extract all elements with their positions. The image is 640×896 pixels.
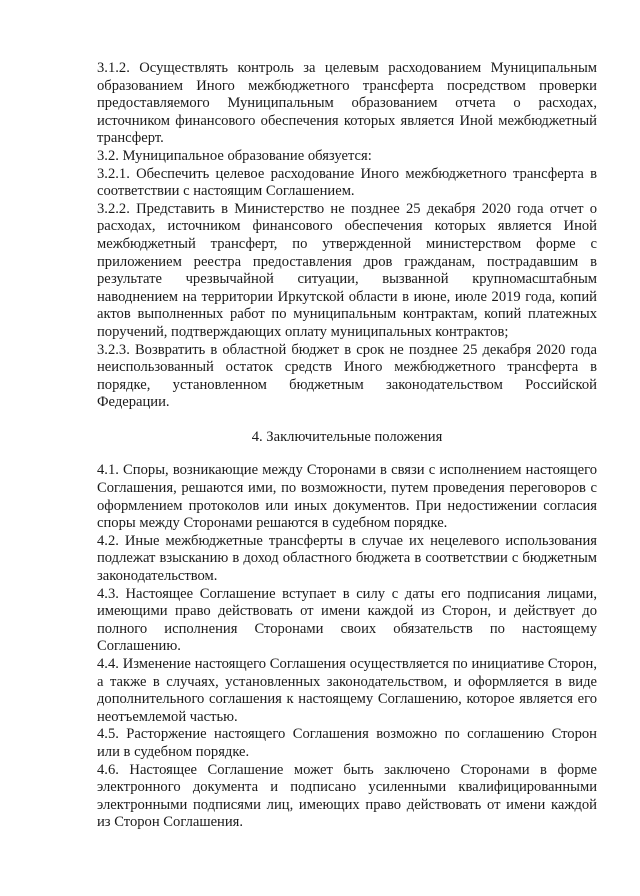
paragraph-3-2: 3.2. Муниципальное образование обязуется:: [97, 147, 372, 164]
paragraph-4-6: 4.6. Настоящее Соглашение может быть заключено Сторонами в форме электронного документа и подписано усиленными квалифицированными электронными подписями лиц, имеющих право действовать от имени каждой из Сторон Соглашения.: [97, 761, 597, 831]
paragraph-4-5: 4.5. Расторжение настоящего Соглашения возможно по соглашению Сторон или в судебном порядке.: [97, 726, 597, 760]
paragraph-3-2-2: 3.2.2. Представить в Министерство не позднее 25 декабря 2020 года отчет о расходах, источником финансового обеспечения которых является Иной межбюджетный трансферт, по утвержденной министерством форме с приложением реестра предоставления дров гражданам, пострадавшим в результате чрезвычайной ситуации, вызванной крупномасштабным наводнением на территории Иркутской области в июне, июле 2019 года, копий актов выполненных работ по муниципальным контрактам, копий платежных поручений, подтверждающих оплату муниципальных контрактов;: [97, 200, 597, 340]
section-4-title: 4. Заключительные положения: [251, 428, 443, 445]
paragraph-3-1-2: 3.1.2. Осуществлять контроль за целевым расходованием Муниципальным образованием Иного межбюджетного трансферта посредством проверки предоставляемого Муниципальным образованием отчета о расходах, источником финансового обеспечения которых является Иной межбюджетный трансферт.: [97, 60, 597, 147]
paragraph-4-3: 4.3. Настоящее Соглашение вступает в силу с даты его подписания лицами, имеющими право действовать от имени каждой из Сторон, и действует до полного исполнения Сторонами своих обязательств по настоящему Соглашению.: [97, 585, 597, 655]
paragraph-3-2-3: 3.2.3. Возвратить в областной бюджет в срок не позднее 25 декабря 2020 года неиспользованный остаток средств Иного межбюджетного трансферта в порядке, установленном бюджетным законодательством Российской Федерации.: [97, 341, 597, 411]
paragraph-4-2: 4.2. Иные межбюджетные трансферты в случае их нецелевого использования подлежат взысканию в доход областного бюджета в соответствии с бюджетным законодательством.: [97, 532, 597, 585]
paragraph-3-2-1: 3.2.1. Обеспечить целевое расходование Иного межбюджетного трансферта в соответствии с настоящим Соглашением.: [97, 165, 597, 200]
paragraph-4-4: 4.4. Изменение настоящего Соглашения осуществляется по инициативе Сторон, а также в случаях, установленных законодательством, и оформляется в виде дополнительного соглашения к настоящему Соглашению, которое является его неотъемлемой частью.: [97, 656, 597, 725]
document-page: [97, 60, 597, 832]
paragraph-4-1: 4.1. Споры, возникающие между Сторонами в связи с исполнением настоящего Соглашения, решаются ими, по возможности, путем проведения переговоров с оформлением протоколов или иных документов. При недостижении согласия споры между Сторонами решаются в судебном порядке.: [97, 462, 597, 532]
